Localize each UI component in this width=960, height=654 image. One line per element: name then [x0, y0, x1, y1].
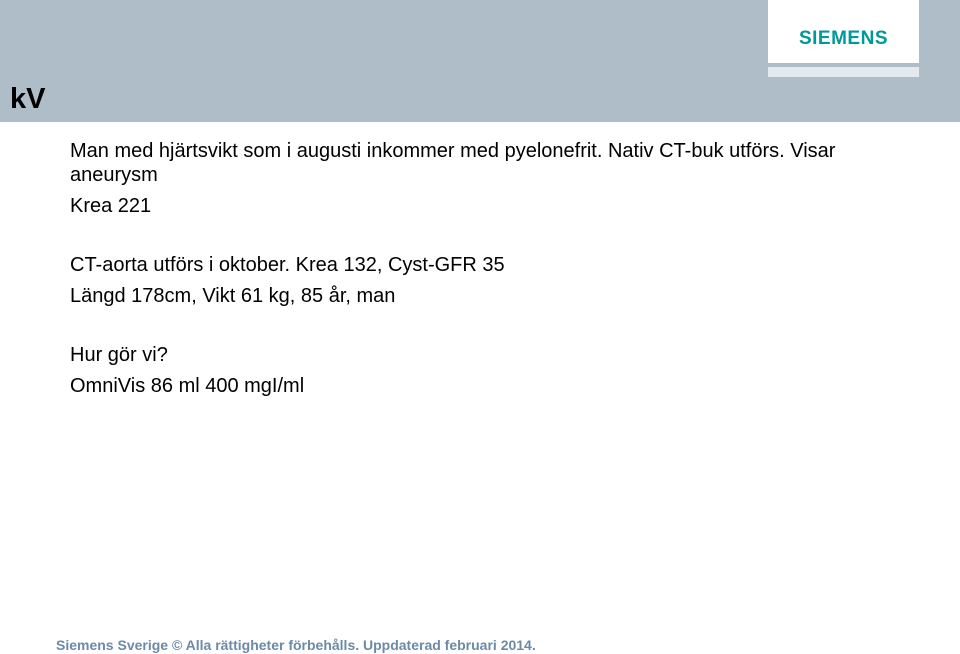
slide-title: kV	[10, 83, 46, 115]
body-line-4: CT-aorta utförs i oktober. Krea 132, Cyst-GFR 35	[70, 254, 505, 276]
body-line-6: Hur gör vi?	[70, 344, 168, 366]
body-line-3: Krea 221	[70, 195, 152, 217]
logo-strip	[768, 67, 919, 77]
siemens-logo	[768, 0, 919, 63]
footer-copyright: Siemens Sverige © Alla rättigheter förbehålls. Uppdaterad februari 2014.	[56, 637, 536, 653]
body-line-1: Man med hjärtsvikt som i augusti inkommer med pyelonefrit. Nativ CT-buk utförs. Visar	[70, 140, 836, 162]
body-line-5: Längd 178cm, Vikt 61 kg, 85 år, man	[70, 285, 396, 307]
body-line-7: OmniVis 86 ml 400 mgI/ml	[70, 375, 305, 397]
logo-text: SIEMENS	[798, 27, 889, 49]
body-line-2: aneurysm	[70, 164, 158, 186]
